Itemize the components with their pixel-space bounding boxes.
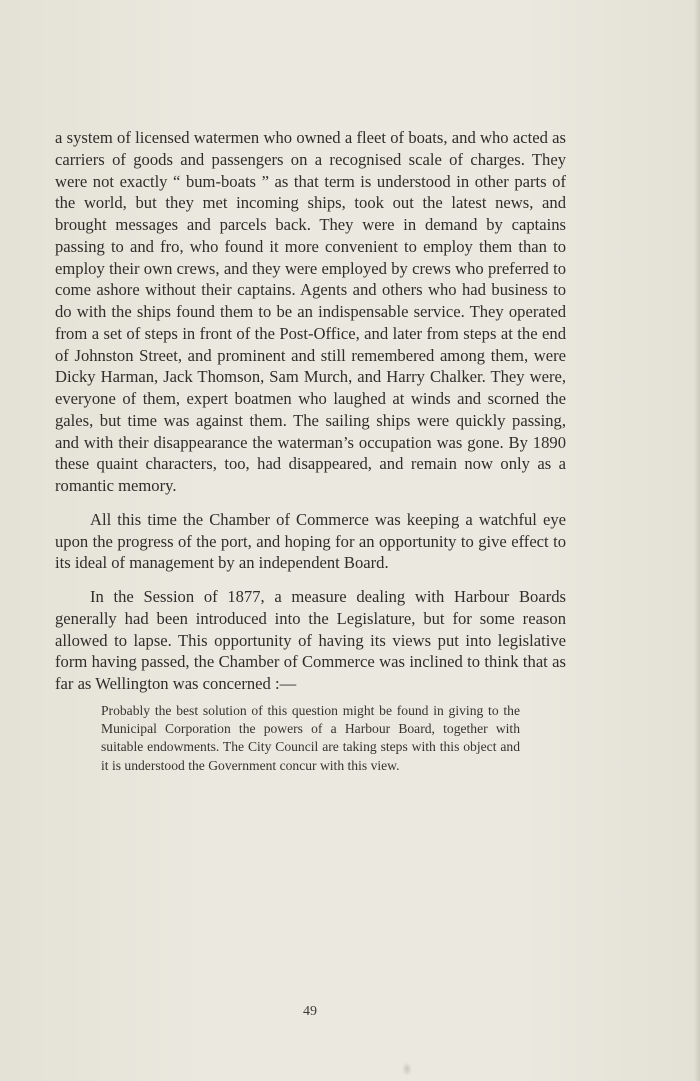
page-edge-shadow bbox=[694, 0, 700, 1081]
page-number: 49 bbox=[303, 1004, 317, 1019]
paragraph-session-1877: In the Session of 1877, a measure dealing with Harbour Boards generally had been introduced into the Legislature, but for some reason allowed to lapse. This opportunity of having its views put into legislative form having passed, the Chamber of Commerce was inclined to think that as far as Wellington was concerned :— bbox=[55, 587, 566, 693]
block-quote: Probably the best solution of this question might be found in giving to the Municipal Corporation the powers of a Harbour Board, together with suitable endowments. The City Council are taking steps with this object and it is understood the Government concur with this view. bbox=[101, 702, 520, 773]
paragraph-watermen: a system of licensed watermen who owned a fleet of boats, and who acted as carriers of goods and passengers on a recognised scale of charges. They were not exactly “ bum-boats ” as that term is understood in other parts of the world, but they met incoming ships, took out the latest news, and brought messages and parcels back. They were in demand by captains passing to and fro, who found it more convenient to employ them than to employ their own crews, and they were employed by crews who preferred to come ashore without their captains. Agents and others who had business to do with the ships found them to be an indispensable service. They operated from a set of steps in front of the Post-Office, and later from steps at the end of Johnston Street, and prominent and still remembered among them, were Dicky Harman, Jack Thomson, Sam Murch, and Harry Chalker. They were, everyone of them, expert boatmen who laughed at winds and scorned the gales, but time was against them. The sailing ships were quickly passing, and with their disappearance the waterman’s occupation was gone. By 1890 these quaint characters, too, had disappeared, and remain now only as a romantic memory. bbox=[55, 128, 566, 495]
paragraph-chamber-of-commerce: All this time the Chamber of Commerce was keeping a watchful eye upon the progress of the port, and hoping for an opportunity to give effect to its ideal of management by an independent Board. bbox=[55, 509, 566, 573]
body-text bbox=[55, 127, 566, 775]
paper-smudge bbox=[402, 1062, 412, 1076]
